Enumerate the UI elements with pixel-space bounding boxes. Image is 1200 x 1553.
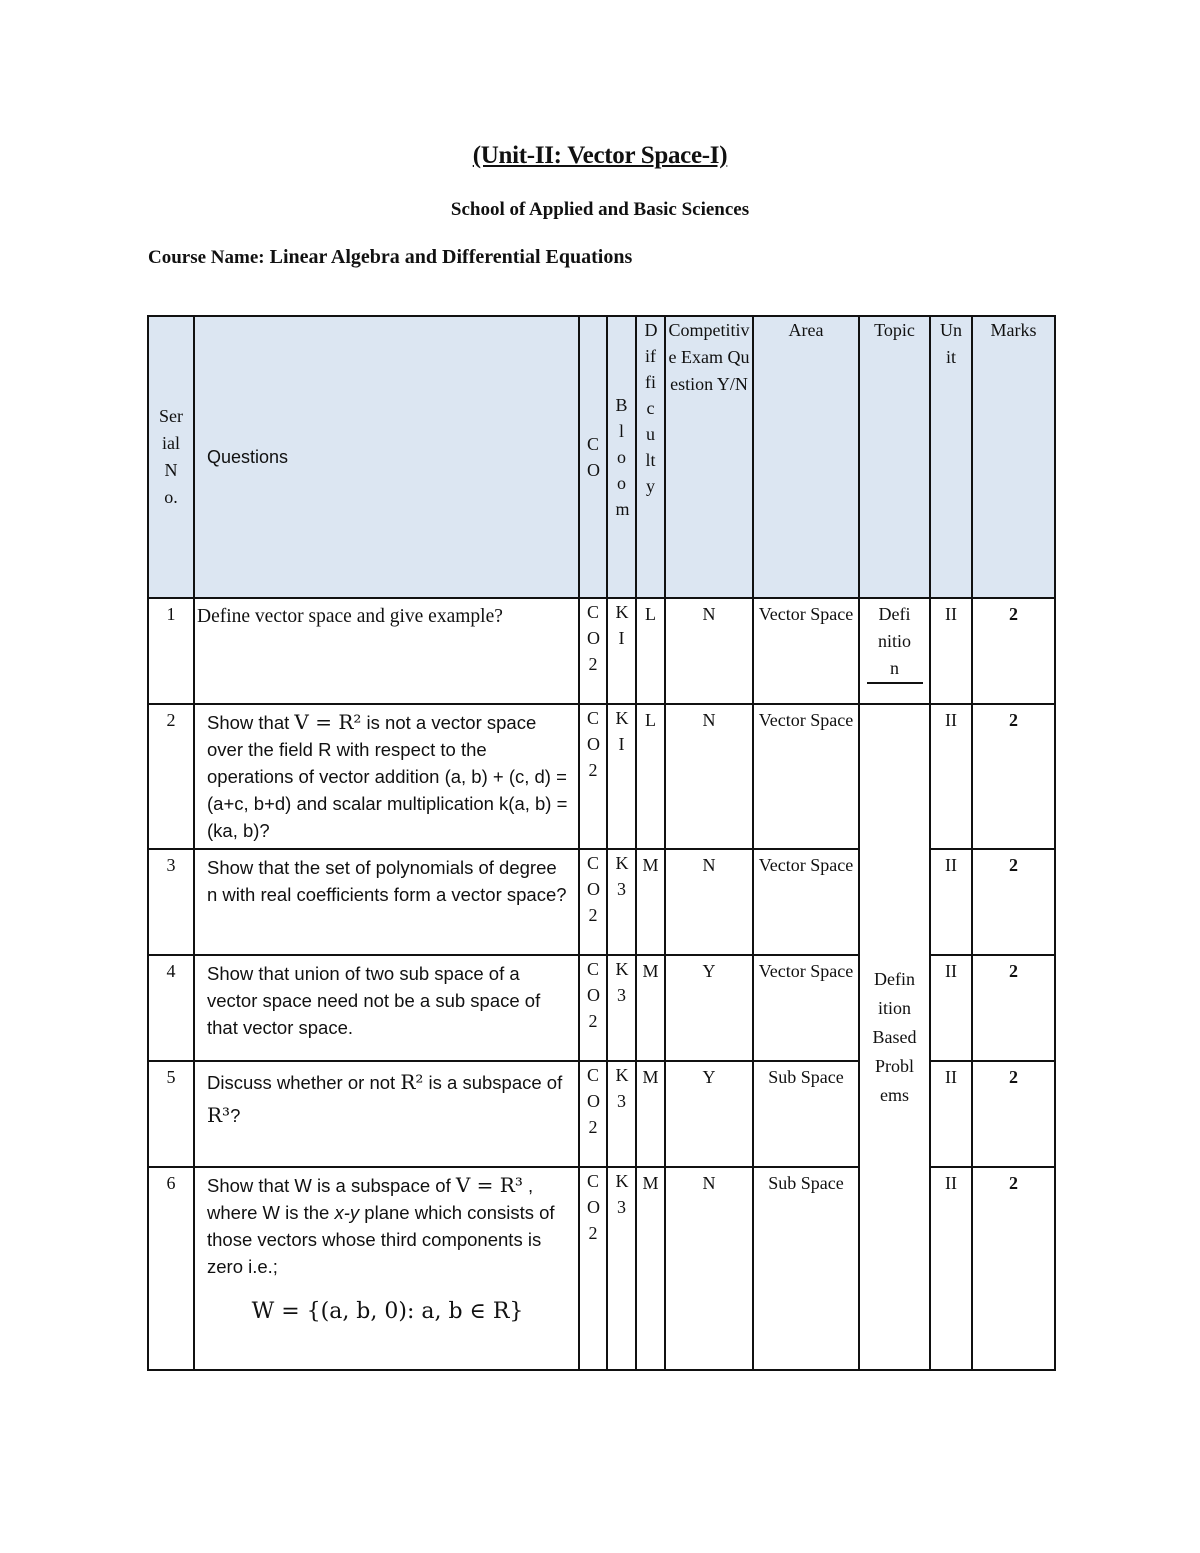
row-6-bloom: K3 bbox=[607, 1167, 636, 1370]
header-difficulty: Difficulty bbox=[636, 316, 665, 598]
course-name: Linear Algebra and Differential Equations bbox=[269, 246, 633, 268]
row-3-unit: II bbox=[930, 849, 972, 955]
row-4-bloom: K3 bbox=[607, 955, 636, 1061]
course-line bbox=[148, 246, 632, 269]
math-expression: V = R³ bbox=[455, 1173, 523, 1197]
header-serial: Serial No. bbox=[148, 316, 194, 598]
row-4-question: Show that union of two sub space of a vector space need not be a sub space of that vector space. bbox=[194, 955, 579, 1061]
row-1-co: CO2 bbox=[579, 598, 607, 704]
row-3-difficulty: M bbox=[636, 849, 665, 955]
row-4-serial: 4 bbox=[148, 955, 194, 1061]
row-3-bloom: K3 bbox=[607, 849, 636, 955]
math-expression: R² bbox=[400, 1070, 424, 1094]
row-4-unit: II bbox=[930, 955, 972, 1061]
math-formula: W = {(a, b, 0): a, b ∈ R} bbox=[251, 1299, 524, 1324]
row-1-serial: 1 bbox=[148, 598, 194, 704]
row-3-competitive: N bbox=[665, 849, 753, 955]
row-5-co: CO2 bbox=[579, 1061, 607, 1167]
header-co: CO bbox=[579, 316, 607, 598]
table-row bbox=[148, 598, 1055, 704]
topic-merged-cell bbox=[859, 704, 930, 1370]
row-3-serial: 3 bbox=[148, 849, 194, 955]
row-5-difficulty: M bbox=[636, 1061, 665, 1167]
row-5-unit: II bbox=[930, 1061, 972, 1167]
math-expression: V = R² bbox=[294, 710, 362, 734]
header-competitive: Competitive Exam Question Y/N bbox=[665, 316, 753, 598]
row-2-serial: 2 bbox=[148, 704, 194, 849]
row-5-area: Sub Space bbox=[753, 1061, 859, 1167]
row-3-marks: 2 bbox=[972, 849, 1055, 955]
row-1-topic: Definition bbox=[859, 598, 930, 704]
row-1-difficulty: L bbox=[636, 598, 665, 704]
page-title: (Unit-II: Vector Space-I) bbox=[472, 142, 728, 169]
row-3-area: Vector Space bbox=[753, 849, 859, 955]
row-5-marks: 2 bbox=[972, 1061, 1055, 1167]
header-questions: Questions bbox=[194, 316, 579, 598]
table-row bbox=[148, 704, 1055, 849]
header-row bbox=[148, 316, 1055, 598]
row-6-co: CO2 bbox=[579, 1167, 607, 1370]
header-area: Area bbox=[753, 316, 859, 598]
row-1-unit: II bbox=[930, 598, 972, 704]
row-4-difficulty: M bbox=[636, 955, 665, 1061]
row-5-question: Discuss whether or not R² is a subspace of R³? bbox=[194, 1061, 579, 1167]
row-2-difficulty: L bbox=[636, 704, 665, 849]
row-6-area: Sub Space bbox=[753, 1167, 859, 1370]
course-label: Course Name: bbox=[148, 247, 265, 268]
header-marks: Marks bbox=[972, 316, 1055, 598]
topic-text: Definition Based Problems bbox=[872, 968, 917, 1105]
row-4-competitive: Y bbox=[665, 955, 753, 1061]
row-2-area: Vector Space bbox=[753, 704, 859, 849]
row-3-question: Show that the set of polynomials of degree n with real coefficients form a vector space? bbox=[194, 849, 579, 955]
row-6-difficulty: M bbox=[636, 1167, 665, 1370]
row-1-competitive: N bbox=[665, 598, 753, 704]
row-1-bloom: KI bbox=[607, 598, 636, 704]
row-5-bloom: K3 bbox=[607, 1061, 636, 1167]
header-unit: Unit bbox=[930, 316, 972, 598]
row-1-question: Define vector space and give example? bbox=[194, 598, 579, 704]
school-name: School of Applied and Basic Sciences bbox=[450, 199, 750, 220]
row-6-competitive: N bbox=[665, 1167, 753, 1370]
row-6-marks: 2 bbox=[972, 1167, 1055, 1370]
row-2-unit: II bbox=[930, 704, 972, 849]
row-2-marks: 2 bbox=[972, 704, 1055, 849]
question-table bbox=[147, 315, 1056, 1371]
row-6-serial: 6 bbox=[148, 1167, 194, 1370]
row-3-co: CO2 bbox=[579, 849, 607, 955]
row-5-competitive: Y bbox=[665, 1061, 753, 1167]
header-bloom: Bloom bbox=[607, 316, 636, 598]
row-4-area: Vector Space bbox=[753, 955, 859, 1061]
row-2-question: Show that V = R² is not a vector space over the field R with respect to the operations of vector addition (a, b) + (c, d) = (a+c, b+d) and scalar multiplication k(a, b) = (ka, b)? bbox=[194, 704, 579, 849]
row-4-co: CO2 bbox=[579, 955, 607, 1061]
row-4-marks: 2 bbox=[972, 955, 1055, 1061]
header-topic: Topic bbox=[859, 316, 930, 598]
row-2-competitive: N bbox=[665, 704, 753, 849]
row-1-marks: 2 bbox=[972, 598, 1055, 704]
row-2-co: CO2 bbox=[579, 704, 607, 849]
topic-divider bbox=[867, 682, 923, 684]
row-2-bloom: KI bbox=[607, 704, 636, 849]
row-6-question: Show that W is a subspace of V = R³ , where W is the x-y plane which consists of those vectors whose third components is zero i.e.; W = {(a, b, 0): a, b ∈ R} bbox=[194, 1167, 579, 1370]
row-1-area: Vector Space bbox=[753, 598, 859, 704]
math-expression: R³ bbox=[207, 1103, 231, 1127]
row-5-serial: 5 bbox=[148, 1061, 194, 1167]
row-6-unit: II bbox=[930, 1167, 972, 1370]
